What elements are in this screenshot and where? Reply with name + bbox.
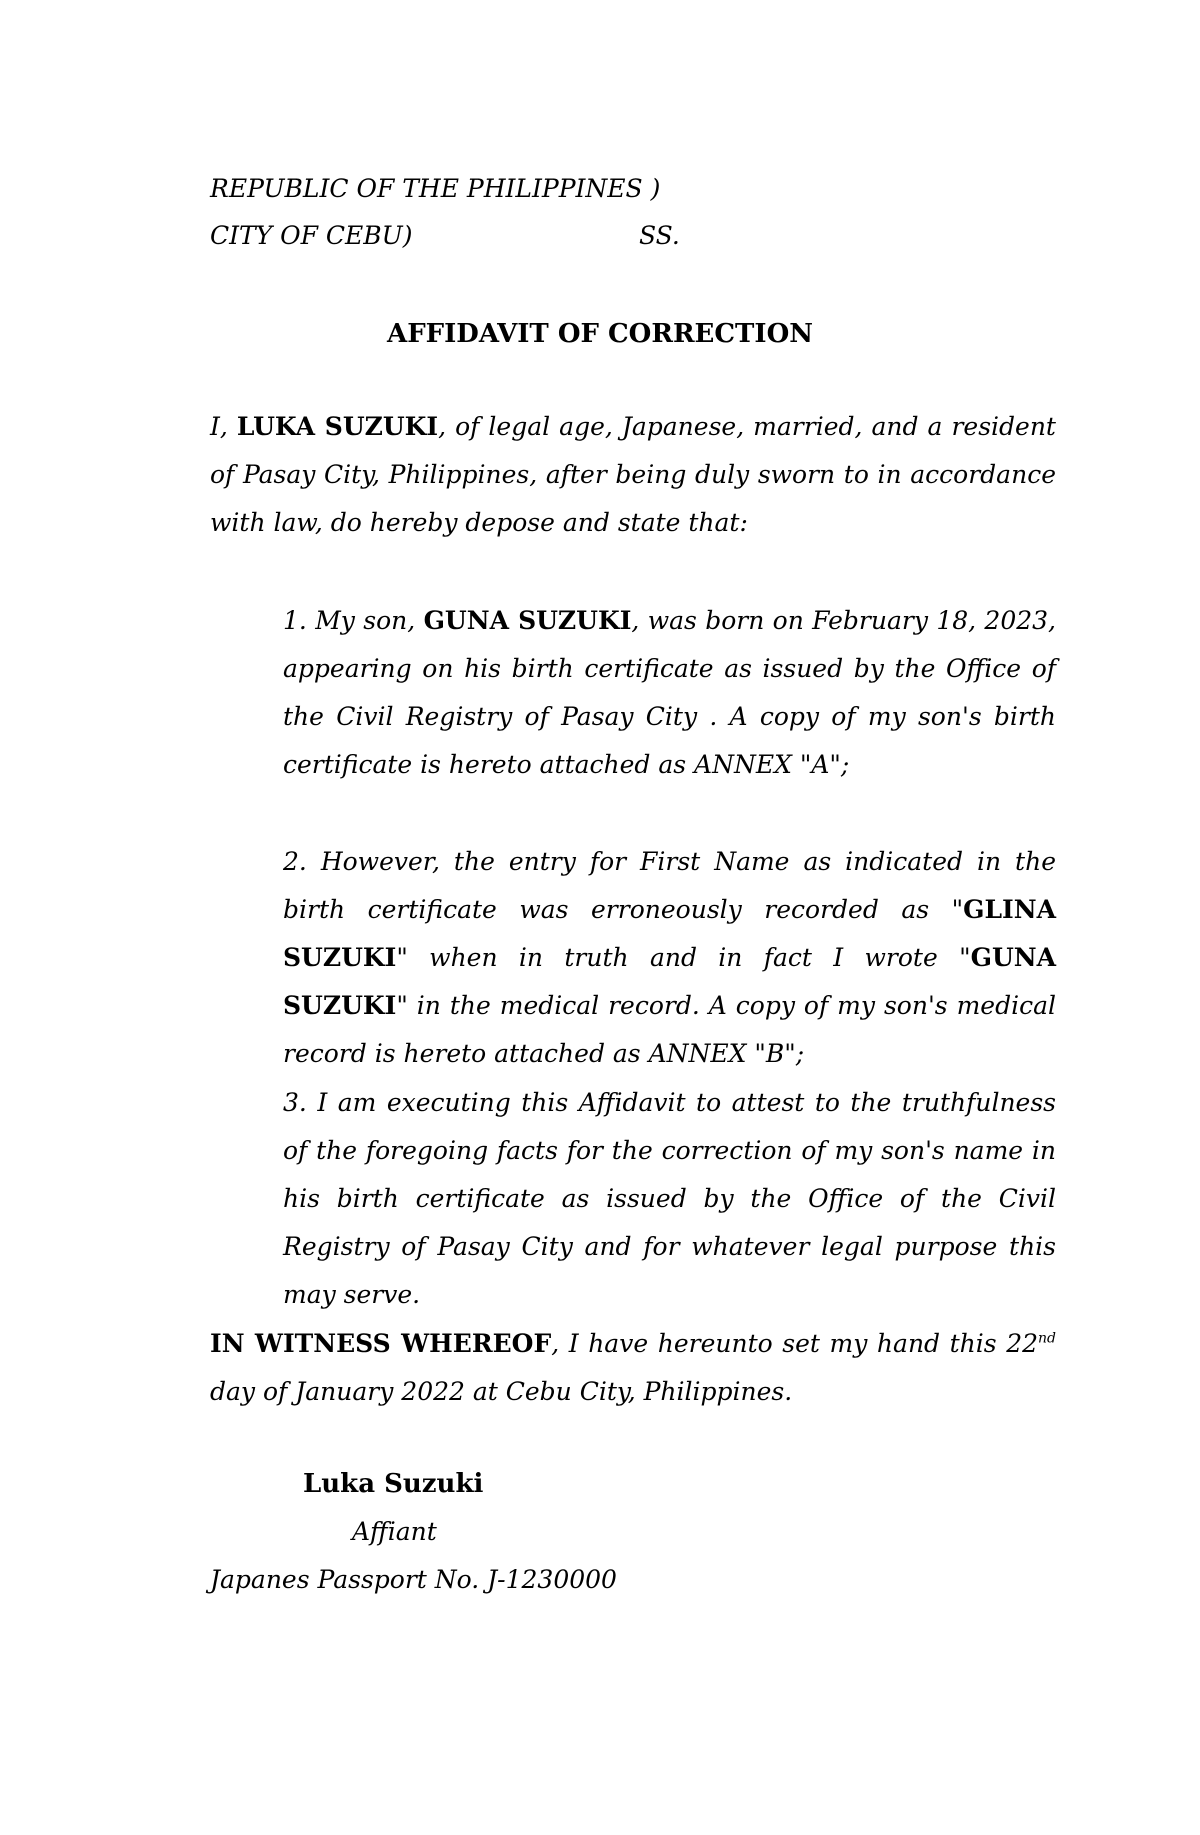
witness-text-2: day of January 2022 at Cebu City, Philippines. xyxy=(210,1377,793,1406)
signatory-name: Luka Suzuki xyxy=(303,1469,484,1499)
affiant-name-bold: LUKA SUZUKI xyxy=(236,412,439,441)
signatory-role: Affiant xyxy=(352,1517,437,1546)
item2-text-1: 2. However, the entry for First Name as indicated in the birth certificate was erroneously recorded as " xyxy=(283,847,1056,924)
witness-text-1: , I have hereunto set my hand this 22 xyxy=(551,1329,1039,1358)
paragraph-2 xyxy=(283,838,1056,1078)
item1-prefix: 1. My son, xyxy=(283,606,424,635)
document-title: AFFIDAVIT OF CORRECTION xyxy=(387,319,813,349)
item2-text-2: " when in truth and in fact I wrote " xyxy=(396,943,971,972)
witness-paragraph xyxy=(210,1320,1056,1416)
date-ordinal-suffix: nd xyxy=(1038,1330,1056,1347)
correct-name-bold: GUNA SUZUKI xyxy=(283,943,1056,1020)
wrong-name-bold: GLINA SUZUKI xyxy=(283,895,1056,972)
item1-text: , was born on February 18, 2023, appearing on his birth certificate as issued by the Office of the Civil Registry of Pasay City . A copy of my son's birth certificate is hereto attached as ANNEX "A"; xyxy=(283,606,1056,779)
item2-text-3: " in the medical record. A copy of my son's medical record is hereto attached as ANNEX "B"; xyxy=(283,991,1056,1068)
intro-paragraph xyxy=(210,403,1056,547)
paragraph-3 xyxy=(283,1079,1056,1319)
venue-city: CITY OF CEBU) xyxy=(210,221,413,250)
intro-prefix: I, xyxy=(210,412,237,441)
item3-text: 3. I am executing this Affidavit to attest to the truthfulness of the foregoing facts for the correction of my son's name in his birth certificate as issued by the Office of the Civil Registry of Pasay City and for whatever legal purpose this may serve. xyxy=(283,1088,1056,1309)
venue-ss: SS. xyxy=(639,221,680,250)
son-name-bold: GUNA SUZUKI xyxy=(423,606,632,635)
venue-republic: REPUBLIC OF THE PHILIPPINES ) xyxy=(210,174,661,203)
paragraph-1 xyxy=(283,597,1056,789)
witness-lead-bold: IN WITNESS WHEREOF xyxy=(210,1329,552,1358)
intro-text: , of legal age, Japanese, married, and a resident of Pasay City, Philippines, after being duly sworn to in accordance with law, do hereby depose and state that: xyxy=(210,412,1056,537)
passport-number: Japanes Passport No. J-1230000 xyxy=(210,1565,617,1594)
